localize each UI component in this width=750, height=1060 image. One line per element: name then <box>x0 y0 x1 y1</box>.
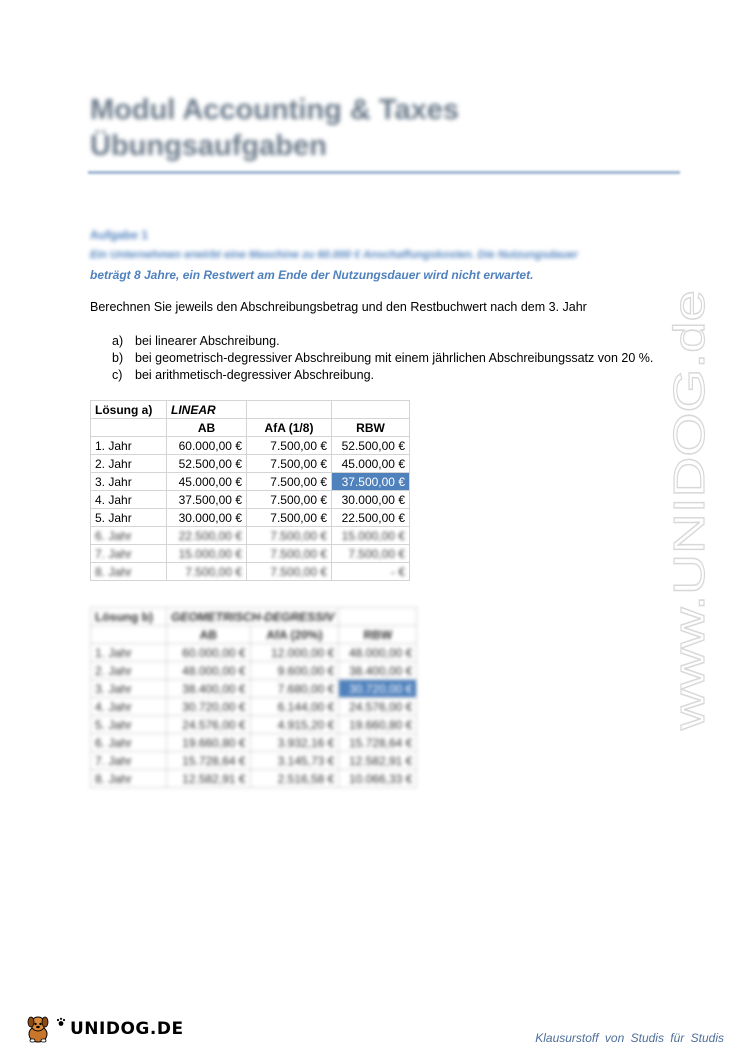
table-cell: 7.500,00 € <box>247 455 332 473</box>
table-cell: 37.500,00 € <box>167 491 247 509</box>
table-cell: 6.144,00 € <box>250 698 339 716</box>
table-cell: 7.500,00 € <box>247 437 332 455</box>
table-row <box>91 473 410 491</box>
table-cell: 15.728,64 € <box>339 734 417 752</box>
table-cell: 4. Jahr <box>91 698 167 716</box>
table-cell: 2. Jahr <box>91 662 167 680</box>
table-cell: 22.500,00 € <box>332 509 410 527</box>
list-text: bei arithmetisch-degressiver Abschreibung. <box>135 368 375 382</box>
table-cell: 8. Jahr <box>91 563 167 581</box>
table-cell: 45.000,00 € <box>167 473 247 491</box>
table-row <box>91 509 410 527</box>
table-header-row <box>91 419 410 437</box>
table-cell: 12.582,91 € <box>167 770 251 788</box>
table-cell: 38.400,00 € <box>167 680 251 698</box>
table-cell: 45.000,00 € <box>332 455 410 473</box>
table-row <box>91 401 410 419</box>
table-cell: 19.660,80 € <box>167 734 251 752</box>
column-header: RBW <box>339 626 417 644</box>
table-row <box>91 491 410 509</box>
table-header-row <box>91 626 417 644</box>
table-cell: 48.000,00 € <box>167 662 251 680</box>
list-text: bei linearer Abschreibung. <box>135 334 280 348</box>
table-cell: 12.000,00 € <box>250 644 339 662</box>
title-line-2: Übungsaufgaben <box>90 130 327 162</box>
list-text: bei geometrisch-degressiver Abschreibung mit einem jährlichen Abschreibungssatz von 20 %. <box>135 351 654 365</box>
table-cell: 15.728,64 € <box>167 752 251 770</box>
table-row <box>91 563 410 581</box>
title-line-1: Modul Accounting & Taxes <box>90 94 459 126</box>
table-row <box>91 680 417 698</box>
footer-logo <box>22 1014 184 1044</box>
table-cell: 52.500,00 € <box>332 437 410 455</box>
table-cell: 7. Jahr <box>91 752 167 770</box>
highlighted-result-cell: 30.720,00 € <box>339 680 417 698</box>
table-cell: 24.576,00 € <box>167 716 251 734</box>
table-cell: 15.000,00 € <box>167 545 247 563</box>
table-cell: 7.500,00 € <box>247 509 332 527</box>
table-cell: 3. Jahr <box>91 680 167 698</box>
footer-tagline: Klausurstoff von Studis für Studis <box>535 1031 724 1045</box>
table-cell: 5. Jahr <box>91 716 167 734</box>
list-item <box>112 350 653 367</box>
table-row <box>91 716 417 734</box>
solution-table-geometric <box>90 607 417 788</box>
table-cell: 24.576,00 € <box>339 698 417 716</box>
list-letter: b) <box>112 351 124 365</box>
table-row <box>91 437 410 455</box>
table-cell: 7.500,00 € <box>332 545 410 563</box>
table-cell: 6. Jahr <box>91 734 167 752</box>
table-cell: 7.500,00 € <box>247 563 332 581</box>
table-cell: 8. Jahr <box>91 770 167 788</box>
table-method: GEOMETRISCH-DEGRESSIV <box>167 608 339 626</box>
task-heading: Aufgabe 1 <box>90 228 149 242</box>
table-cell: 7.500,00 € <box>167 563 247 581</box>
table-label: Lösung a) <box>91 401 167 419</box>
column-header: AfA (1/8) <box>247 419 332 437</box>
table-cell: 7.500,00 € <box>247 491 332 509</box>
table-cell: 6. Jahr <box>91 527 167 545</box>
table-cell: 4.915,20 € <box>250 716 339 734</box>
table-cell: 5. Jahr <box>91 509 167 527</box>
dog-mascot-icon <box>22 1014 54 1044</box>
table-row <box>91 662 417 680</box>
column-header: RBW <box>332 419 410 437</box>
task-instruction: Berechnen Sie jeweils den Abschreibungsbetrag und den Restbuchwert nach dem 3. Jahr <box>90 300 587 314</box>
watermark <box>662 280 722 740</box>
column-header: AB <box>167 419 247 437</box>
task-item-list <box>112 333 653 384</box>
table-cell: 3. Jahr <box>91 473 167 491</box>
table-row <box>91 455 410 473</box>
highlighted-result-cell: 37.500,00 € <box>332 473 410 491</box>
column-header: AfA (20%) <box>250 626 339 644</box>
task-description-line-1: Ein Unternehmen erwirbt eine Maschine zu 60.000 € Anschaffungskosten. Die Nutzungsdauer <box>90 249 578 261</box>
table-cell: 52.500,00 € <box>167 455 247 473</box>
list-letter: c) <box>112 368 123 382</box>
table-row <box>91 698 417 716</box>
table-cell: 2.516,58 € <box>250 770 339 788</box>
table-cell: 3.932,16 € <box>250 734 339 752</box>
table-cell: 2. Jahr <box>91 455 167 473</box>
table-cell: 1. Jahr <box>91 437 167 455</box>
table-cell: 7.500,00 € <box>247 473 332 491</box>
table-cell: 1. Jahr <box>91 644 167 662</box>
table-cell: 4. Jahr <box>91 491 167 509</box>
table-cell: 60.000,00 € <box>167 644 251 662</box>
table-row <box>91 527 410 545</box>
paw-icon <box>56 1017 66 1027</box>
table-label: Lösung b) <box>91 608 167 626</box>
table-cell: 48.000,00 € <box>339 644 417 662</box>
table-cell: 30.000,00 € <box>167 509 247 527</box>
table-row <box>91 644 417 662</box>
solution-table-linear <box>90 400 410 581</box>
table-cell: 15.000,00 € <box>332 527 410 545</box>
table-cell: 12.582,91 € <box>339 752 417 770</box>
table-row <box>91 545 410 563</box>
table-cell: 3.145,73 € <box>250 752 339 770</box>
column-header: AB <box>167 626 251 644</box>
table-cell: 7.500,00 € <box>247 527 332 545</box>
table-cell: 19.660,80 € <box>339 716 417 734</box>
title-divider <box>88 171 680 174</box>
list-item <box>112 367 653 384</box>
footer-brand: UNIDOG.DE <box>70 1019 184 1039</box>
table-row <box>91 608 417 626</box>
table-cell: 38.400,00 € <box>339 662 417 680</box>
table-cell: - € <box>332 563 410 581</box>
table-row <box>91 770 417 788</box>
table-method: LINEAR <box>167 401 247 419</box>
watermark-text: www.UNIDOG.de <box>665 387 714 730</box>
table-row <box>91 752 417 770</box>
table-cell: 7.500,00 € <box>247 545 332 563</box>
task-description-line-2: beträgt 8 Jahre, ein Restwert am Ende der Nutzungsdauer wird nicht erwartet. <box>90 268 534 282</box>
table-cell: 22.500,00 € <box>167 527 247 545</box>
table-cell: 10.066,33 € <box>339 770 417 788</box>
table-cell: 30.720,00 € <box>167 698 251 716</box>
table-row <box>91 734 417 752</box>
list-letter: a) <box>112 334 124 348</box>
table-cell: 7.680,00 € <box>250 680 339 698</box>
table-cell: 30.000,00 € <box>332 491 410 509</box>
table-cell: 7. Jahr <box>91 545 167 563</box>
table-cell: 60.000,00 € <box>167 437 247 455</box>
table-cell: 9.600,00 € <box>250 662 339 680</box>
list-item <box>112 333 653 350</box>
